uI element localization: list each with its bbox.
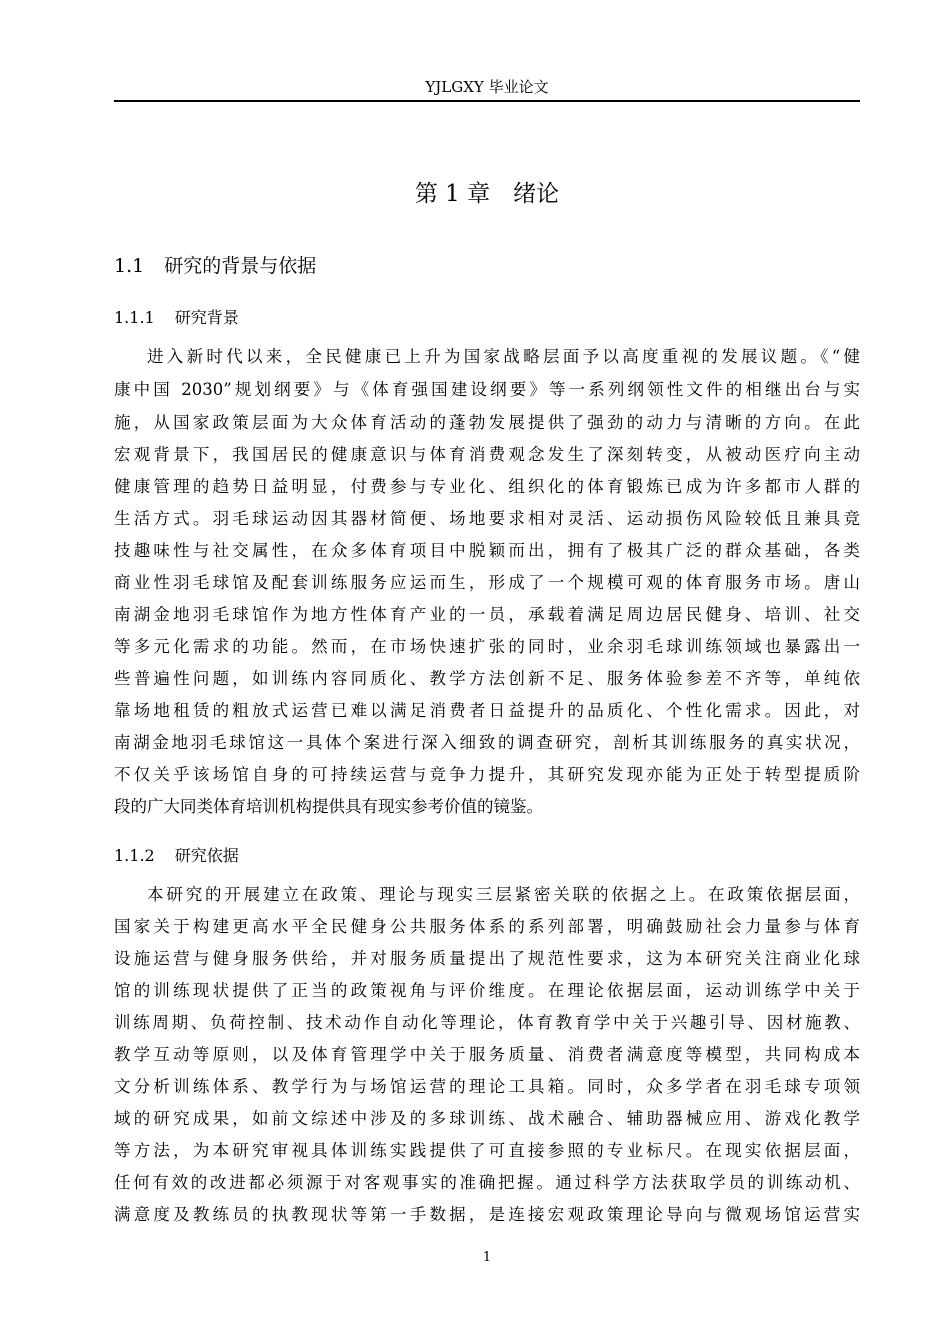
paragraph-line: 不仅关乎该场馆自身的可持续运营与竞争力提升，其研究发现亦能为正处于转型提质阶 — [114, 765, 860, 784]
paragraph-line: 训练周期、负荷控制、技术动作自动化等理论，体育教育学中关于兴趣引导、因材施教、 — [114, 1013, 860, 1032]
subsection-heading-1-1-1 — [114, 306, 239, 330]
paragraph-line: 等方法，为本研究审视具体训练实践提供了可直接参照的专业标尺。在现实依据层面， — [114, 1141, 860, 1160]
paragraph-line: 康中国 2030”规划纲要》与《体育强国建设纲要》等一系列纲领性文件的相继出台与实 — [114, 380, 860, 399]
paragraph-line: 生活方式。羽毛球运动因其器材简便、场地要求相对灵活、运动损伤风险较低且兼具竞 — [114, 509, 860, 528]
section-number: 1.1 — [114, 255, 145, 277]
paragraph-line: 施，从国家政策层面为大众体育活动的蓬勃发展提供了强劲的动力与清晰的方向。在此 — [114, 413, 860, 432]
subsection-number: 1.1.2 — [114, 846, 155, 865]
paragraph-line: 任何有效的改进都必须源于对客观事实的准确把握。通过科学方法获取学员的训练动机、 — [114, 1173, 860, 1192]
section-title: 研究的背景与依据 — [164, 255, 317, 277]
subsection-title: 研究背景 — [174, 308, 239, 327]
paragraph-line: 教学互动等原则，以及体育管理学中关于服务质量、消费者满意度等模型，共同构成本 — [114, 1045, 860, 1064]
paragraph-line: 段的广大同类体育培训机构提供具有现实参考价值的镜鉴。 — [114, 797, 543, 816]
paragraph-line: 设施运营与健身服务供给，并对服务质量提出了规范性要求，这为本研究关注商业化球 — [114, 949, 860, 968]
subsection-title: 研究依据 — [174, 846, 239, 865]
paragraph-line: 域的研究成果，如前文综述中涉及的多球训练、战术融合、辅助器械应用、游戏化教学 — [114, 1109, 860, 1128]
paragraph-line: 靠场地租赁的粗放式运营已难以满足消费者日益提升的品质化、个性化需求。因此，对 — [114, 701, 860, 720]
paragraph-line: 南湖金地羽毛球馆作为地方性体育产业的一员，承载着满足周边居民健身、培训、社交 — [114, 605, 860, 624]
paragraph-line: 等多元化需求的功能。然而，在市场快速扩张的同时，业余羽毛球训练领域也暴露出一 — [114, 637, 860, 656]
subsection-heading-1-1-2 — [114, 844, 239, 868]
paragraph-line: 馆的训练现状提供了正当的政策视角与评价维度。在理论依据层面，运动训练学中关于 — [114, 981, 860, 1000]
paragraph-line: 南湖金地羽毛球馆这一具体个案进行深入细致的调查研究，剖析其训练服务的真实状况， — [114, 733, 860, 752]
paragraph-line: 健康管理的趋势日益明显，付费参与专业化、组织化的体育锻炼已成为许多都市人群的 — [114, 477, 860, 496]
paragraph-line: 商业性羽毛球馆及配套训练服务应运而生，形成了一个规模可观的体育服务市场。唐山 — [114, 573, 860, 592]
paragraph-line: 文分析训练体系、教学行为与场馆运营的理论工具箱。同时，众多学者在羽毛球专项领 — [114, 1077, 860, 1096]
header-rule — [114, 100, 860, 102]
section-heading-1-1 — [114, 252, 316, 280]
paragraph-line: 本研究的开展建立在政策、理论与现实三层紧密关联的依据之上。在政策依据层面， — [147, 885, 860, 904]
running-header: YJLGXY 毕业论文 — [425, 78, 549, 96]
chapter-title: 第 1 章 绪论 — [414, 181, 560, 207]
paragraph-line: 进入新时代以来，全民健康已上升为国家战略层面予以高度重视的发展议题。《“健 — [147, 347, 860, 366]
paragraph-line: 宏观背景下，我国居民的健康意识与体育消费观念发生了深刻转变，从被动医疗向主动 — [114, 445, 860, 464]
paragraph-line: 技趣味性与社交属性，在众多体育项目中脱颖而出，拥有了极其广泛的群众基础，各类 — [114, 541, 860, 560]
paragraph-line: 些普遍性问题，如训练内容同质化、教学方法创新不足、服务体验参差不齐等，单纯依 — [114, 669, 860, 688]
paragraph-line: 满意度及教练员的执教现状等第一手数据，是连接宏观政策理论导向与微观场馆运营实 — [114, 1205, 860, 1224]
subsection-number: 1.1.1 — [114, 308, 155, 327]
page-number: 1 — [482, 1250, 492, 1265]
paragraph-line: 国家关于构建更高水平全民健身公共服务体系的系列部署，明确鼓励社会力量参与体育 — [114, 917, 860, 936]
